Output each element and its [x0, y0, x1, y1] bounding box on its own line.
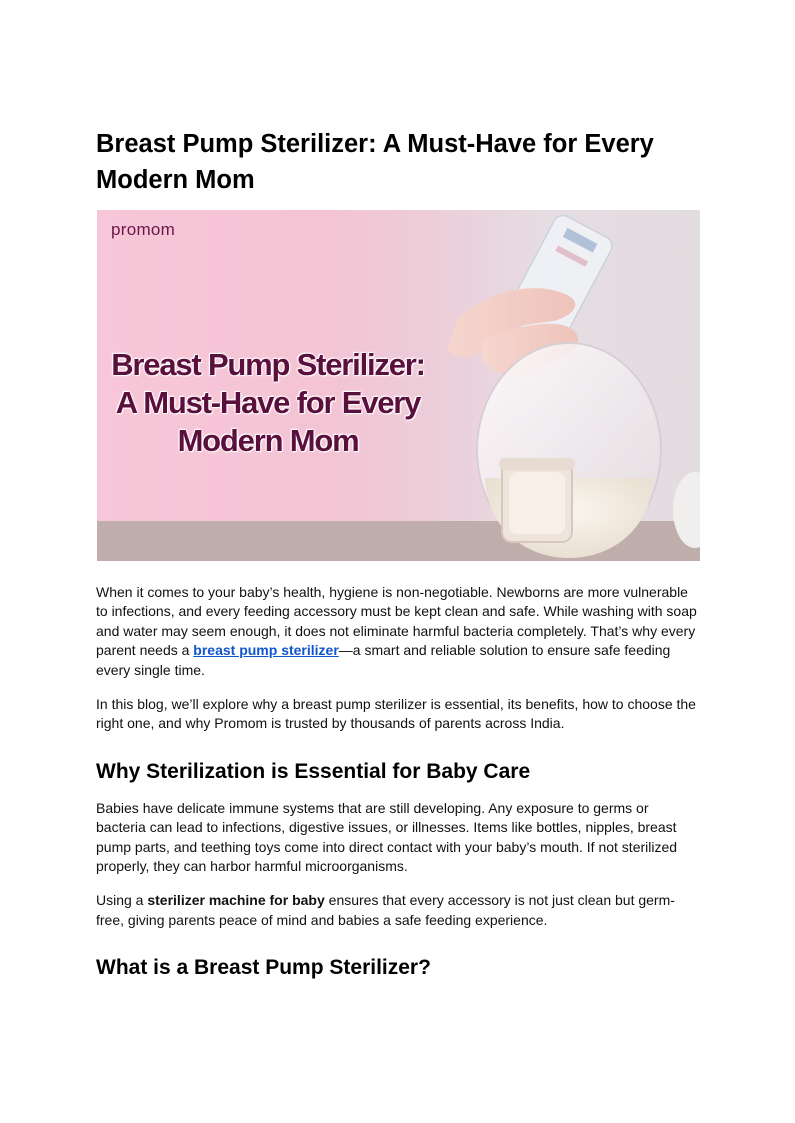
- intro-text: When it comes to your baby’s health, hygiene is non-negotiable. Newborns are more vulnerable to infections, and every feeding accessory must be kept clean and safe. While washing with soap and water may seem enough, it does not eliminate harmful bacteria completely. That’s why every parent needs a: [96, 584, 697, 659]
- paragraph-text: ensures that every accessory is not just clean but germ-free, giving parents peace of mind and babies a safe feeding experience.: [96, 892, 675, 928]
- brand-logo: promom: [111, 220, 176, 239]
- section-heading-why-sterilization: Why Sterilization is Essential for Baby Care: [96, 759, 531, 783]
- hero-heading-line: Modern Mom: [177, 423, 359, 458]
- intro-paragraph: [96, 583, 701, 680]
- article: [96, 126, 701, 995]
- section-heading-what-is: What is a Breast Pump Sterilizer?: [96, 956, 431, 980]
- section-paragraph: Babies have delicate immune systems that are still developing. Any exposure to germs or bacteria can lead to infections, digestive issues, or illnesses. Items like bottles, nipples, breast pump parts, and teething toys come into direct contact with your baby’s mouth. If not sterilized properly, they can harbor harmful microorganisms.: [96, 799, 678, 875]
- intro-text: —a smart and reliable solution to ensure safe feeding every single time.: [96, 642, 671, 678]
- hero-heading-line: Breast Pump Sterilizer:: [111, 347, 425, 382]
- bold-keyword: sterilizer machine for baby: [147, 892, 325, 909]
- hero-heading-line: A Must-Have for Every: [115, 385, 421, 420]
- section-paragraph-2: [96, 891, 701, 930]
- breast-pump-sterilizer-link[interactable]: breast pump sterilizer: [193, 642, 339, 659]
- intro-paragraph-2: In this blog, we’ll explore why a breast pump sterilizer is essential, its benefits, how to choose the right one, and why Promom is trusted by thousands of parents across India.: [96, 696, 696, 732]
- hero-heading: [103, 346, 433, 460]
- hero-banner: [97, 210, 700, 561]
- page-title: Breast Pump Sterilizer: A Must-Have for Every Modern Mom: [96, 130, 654, 194]
- paragraph-text: Using a: [96, 892, 148, 909]
